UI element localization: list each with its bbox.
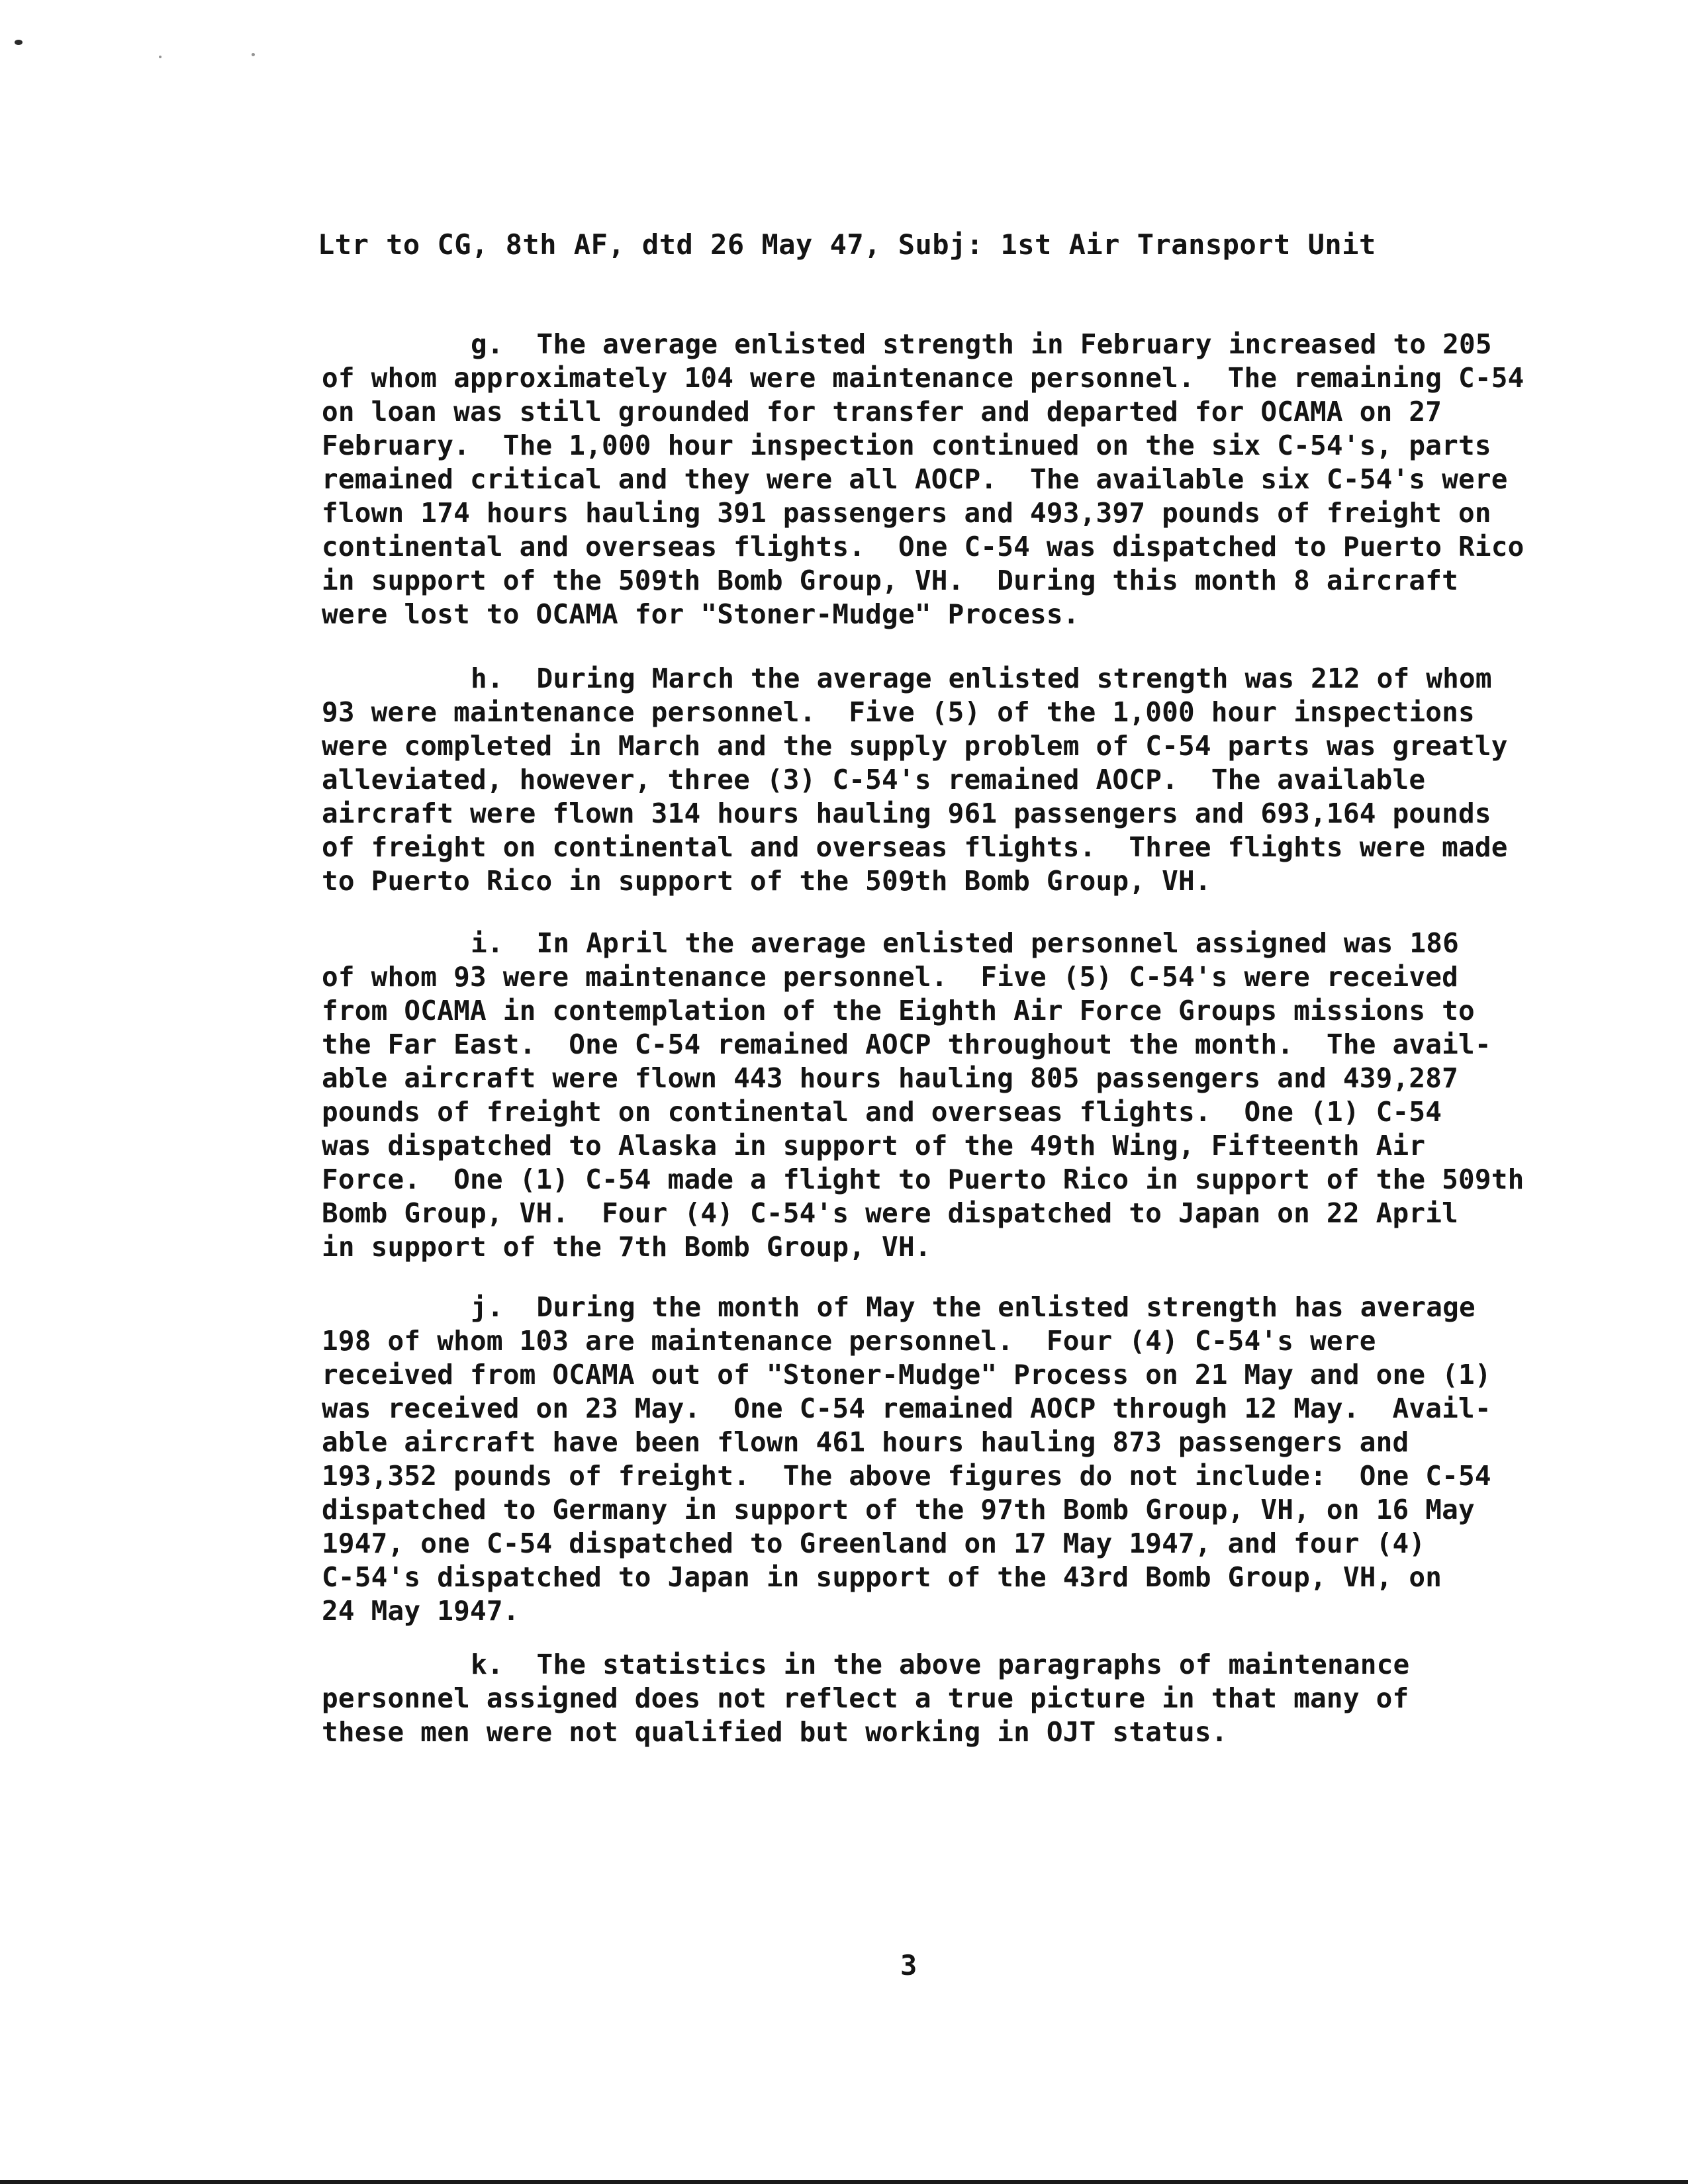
paragraph-line: these men were not qualified but working in OJT status. xyxy=(322,1716,1228,1748)
paragraph-line: Bomb Group, VH. Four (4) C-54's were dispatched to Japan on 22 April xyxy=(322,1197,1459,1229)
paragraph-line: from OCAMA in contemplation of the Eighth Air Force Groups missions to xyxy=(322,995,1475,1026)
paragraph-line: h. During March the average enlisted strength was 212 of whom xyxy=(471,662,1492,694)
paragraph-line: aircraft were flown 314 hours hauling 961 passengers and 693,164 pounds xyxy=(322,797,1491,829)
paragraph-line: on loan was still grounded for transfer and departed for OCAMA on 27 xyxy=(322,396,1442,428)
paragraph-line: g. The average enlisted strength in February increased to 205 xyxy=(471,328,1492,360)
paragraph-line: pounds of freight on continental and overseas flights. One (1) C-54 xyxy=(322,1096,1442,1128)
paragraph-line: in support of the 509th Bomb Group, VH. During this month 8 aircraft xyxy=(322,565,1459,596)
scan-speck xyxy=(252,53,255,56)
paragraph-line: to Puerto Rico in support of the 509th Bomb Group, VH. xyxy=(322,865,1211,897)
paragraph-line: C-54's dispatched to Japan in support of the 43rd Bomb Group, VH, on xyxy=(322,1561,1442,1593)
paragraph-line: 198 of whom 103 are maintenance personnel. Four (4) C-54's were xyxy=(322,1325,1376,1357)
paragraph-line: in support of the 7th Bomb Group, VH. xyxy=(322,1231,931,1263)
paragraph-line: personnel assigned does not reflect a true picture in that many of xyxy=(322,1682,1409,1714)
page-number: 3 xyxy=(900,1949,917,1981)
paragraph-line: received from OCAMA out of "Stoner-Mudge" Process on 21 May and one (1) xyxy=(322,1359,1491,1390)
paragraph-k xyxy=(322,1648,1540,1749)
paragraph-i xyxy=(322,927,1540,1264)
letter-subject-header: Ltr to CG, 8th AF, dtd 26 May 47, Subj: 1st Air Transport Unit xyxy=(318,228,1376,261)
paragraph-line: able aircraft were flown 443 hours hauling 805 passengers and 439,287 xyxy=(322,1062,1459,1094)
paragraph-line: of freight on continental and overseas flights. Three flights were made xyxy=(322,831,1508,863)
scan-speck xyxy=(15,40,23,45)
paragraph-line: 93 were maintenance personnel. Five (5) of the 1,000 hour inspections xyxy=(322,696,1475,728)
paragraph-h xyxy=(322,662,1540,898)
scan-bottom-edge xyxy=(0,2180,1688,2184)
paragraph-line: i. In April the average enlisted personnel assigned was 186 xyxy=(471,927,1460,959)
paragraph-line: 24 May 1947. xyxy=(322,1595,520,1627)
paragraph-line: were lost to OCAMA for "Stoner-Mudge" Process. xyxy=(322,598,1080,630)
paragraph-line: remained critical and they were all AOCP. The available six C-54's were xyxy=(322,463,1508,495)
paragraph-line: February. The 1,000 hour inspection continued on the six C-54's, parts xyxy=(322,430,1491,461)
paragraph-line: of whom 93 were maintenance personnel. Five (5) C-54's were received xyxy=(322,961,1459,993)
paragraph-line: was dispatched to Alaska in support of the 49th Wing, Fifteenth Air xyxy=(322,1130,1426,1161)
paragraph-line: continental and overseas flights. One C-54 was dispatched to Puerto Rico xyxy=(322,531,1524,563)
paragraph-line: was received on 23 May. One C-54 remained AOCP through 12 May. Avail- xyxy=(322,1392,1491,1424)
paragraph-line: j. During the month of May the enlisted strength has average xyxy=(471,1291,1476,1323)
paragraph-line: k. The statistics in the above paragraphs of maintenance xyxy=(471,1649,1410,1680)
paragraph-line: the Far East. One C-54 remained AOCP throughout the month. The avail- xyxy=(322,1028,1491,1060)
paragraph-line: dispatched to Germany in support of the 97th Bomb Group, VH, on 16 May xyxy=(322,1494,1475,1525)
paragraph-line: flown 174 hours hauling 391 passengers and 493,397 pounds of freight on xyxy=(322,497,1491,529)
paragraph-line: 1947, one C-54 dispatched to Greenland on 17 May 1947, and four (4) xyxy=(322,1527,1426,1559)
paragraph-j xyxy=(322,1291,1540,1628)
paragraph-line: alleviated, however, three (3) C-54's remained AOCP. The available xyxy=(322,764,1426,796)
paragraph-line: were completed in March and the supply problem of C-54 parts was greatly xyxy=(322,730,1508,762)
paragraph-line: of whom approximately 104 were maintenance personnel. The remaining C-54 xyxy=(322,362,1524,394)
paragraph-line: 193,352 pounds of freight. The above figures do not include: One C-54 xyxy=(322,1460,1491,1492)
paragraph-line: Force. One (1) C-54 made a flight to Puerto Rico in support of the 509th xyxy=(322,1163,1524,1195)
paragraph-g xyxy=(322,328,1540,631)
paragraph-line: able aircraft have been flown 461 hours hauling 873 passengers and xyxy=(322,1426,1409,1458)
scan-speck xyxy=(159,56,162,58)
